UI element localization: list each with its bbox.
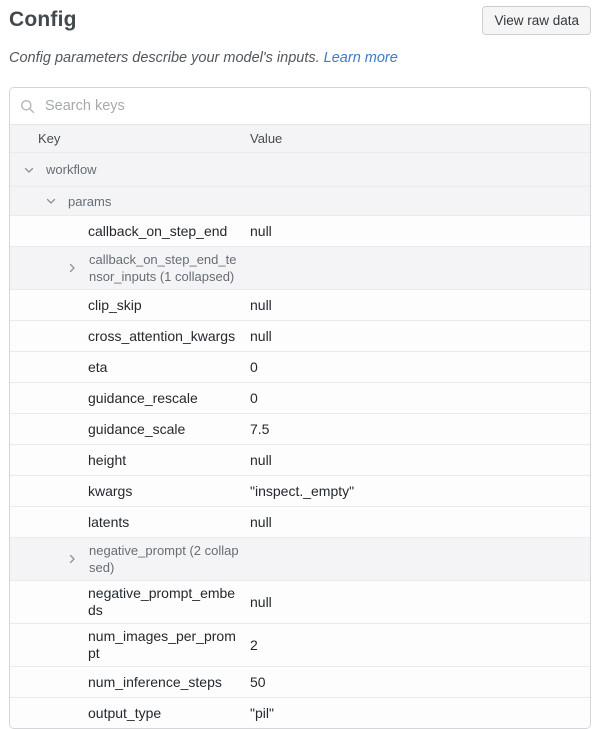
tree-leaf-row — [10, 320, 590, 351]
row-value: null — [250, 593, 272, 610]
search-input[interactable] — [43, 97, 580, 115]
row-value: null — [250, 451, 272, 468]
row-key: output_type — [88, 704, 162, 721]
tree-leaf-row — [10, 382, 590, 413]
row-key-cell — [10, 386, 250, 411]
row-key-cell — [10, 510, 250, 535]
tree-leaf-row — [10, 289, 590, 320]
learn-more-link[interactable]: Learn more — [323, 50, 398, 66]
chevron-right-icon[interactable] — [66, 553, 78, 565]
row-key-cell — [10, 448, 250, 473]
row-key: negative_prompt_embeds — [88, 585, 236, 618]
page-title: Config — [9, 8, 77, 31]
row-key: kwargs — [88, 482, 133, 499]
chevron-down-icon[interactable] — [23, 164, 35, 176]
row-value: 0 — [250, 389, 258, 406]
row-key: eta — [88, 358, 108, 375]
view-raw-data-button[interactable]: View raw data — [482, 6, 591, 35]
tree-leaf-row — [10, 215, 590, 246]
tree-leaf-row — [10, 666, 590, 697]
row-key-cell — [10, 157, 250, 182]
tree-leaf-row — [10, 697, 590, 728]
row-value: "inspect._empty" — [250, 482, 355, 499]
row-key-cell — [10, 670, 250, 695]
tree-group-row[interactable] — [10, 186, 590, 215]
row-key: params — [68, 193, 112, 209]
row-key-cell — [10, 581, 250, 623]
search-bar[interactable] — [10, 88, 590, 124]
tree-leaf-row — [10, 351, 590, 382]
row-key-cell — [10, 324, 250, 349]
row-value: null — [250, 222, 272, 239]
tree-leaf-row — [10, 475, 590, 506]
tree-leaf-row — [10, 623, 590, 666]
row-value: 7.5 — [250, 420, 270, 437]
row-key: height — [88, 451, 127, 468]
row-value: null — [250, 513, 272, 530]
row-key-cell — [10, 701, 250, 726]
row-key-cell — [10, 538, 250, 580]
row-key-cell — [10, 247, 250, 289]
row-key: workflow — [46, 162, 97, 177]
row-value: 0 — [250, 358, 258, 375]
tree-leaf-row — [10, 413, 590, 444]
chevron-right-icon[interactable] — [66, 262, 78, 274]
row-key: clip_skip — [88, 296, 142, 313]
row-value: null — [250, 296, 272, 313]
row-value: "pil" — [250, 704, 274, 721]
tree-leaf-row — [10, 506, 590, 537]
row-key: guidance_scale — [88, 420, 186, 437]
tree-rows — [10, 152, 590, 728]
row-key: guidance_rescale — [88, 389, 198, 406]
column-header-value: Value — [250, 131, 283, 146]
table-header-row — [10, 124, 590, 152]
row-key: num_inference_steps — [88, 673, 222, 690]
row-key-cell — [10, 293, 250, 318]
tree-leaf-row — [10, 444, 590, 475]
row-key: callback_on_step_end — [88, 222, 228, 239]
row-value: 2 — [250, 636, 258, 653]
tree-group-row[interactable] — [10, 152, 590, 186]
row-key-cell — [10, 219, 250, 244]
chevron-down-icon[interactable] — [45, 195, 57, 207]
column-header-key: Key — [38, 131, 61, 146]
row-key-cell — [10, 624, 250, 666]
search-icon — [20, 99, 35, 114]
tree-leaf-row — [10, 580, 590, 623]
row-key-cell — [10, 355, 250, 380]
row-key-cell — [10, 479, 250, 504]
row-key: latents — [88, 513, 130, 530]
subtitle-text: Config parameters describe your model's inputs. — [9, 50, 320, 66]
row-value: 50 — [250, 673, 266, 690]
tree-group-row[interactable] — [10, 246, 590, 289]
row-key: negative_prompt (2 collapsed) — [89, 543, 239, 575]
config-table — [9, 87, 591, 729]
tree-group-row[interactable] — [10, 537, 590, 580]
row-key: cross_attention_kwargs — [88, 327, 236, 344]
panel-header — [9, 6, 591, 35]
row-key-cell — [10, 189, 250, 214]
row-key-cell — [10, 417, 250, 442]
panel-subtitle — [9, 50, 591, 66]
row-key: num_images_per_prompt — [88, 628, 236, 661]
row-value: null — [250, 327, 272, 344]
row-key: callback_on_step_end_tensor_inputs (1 collapsed) — [89, 252, 237, 284]
